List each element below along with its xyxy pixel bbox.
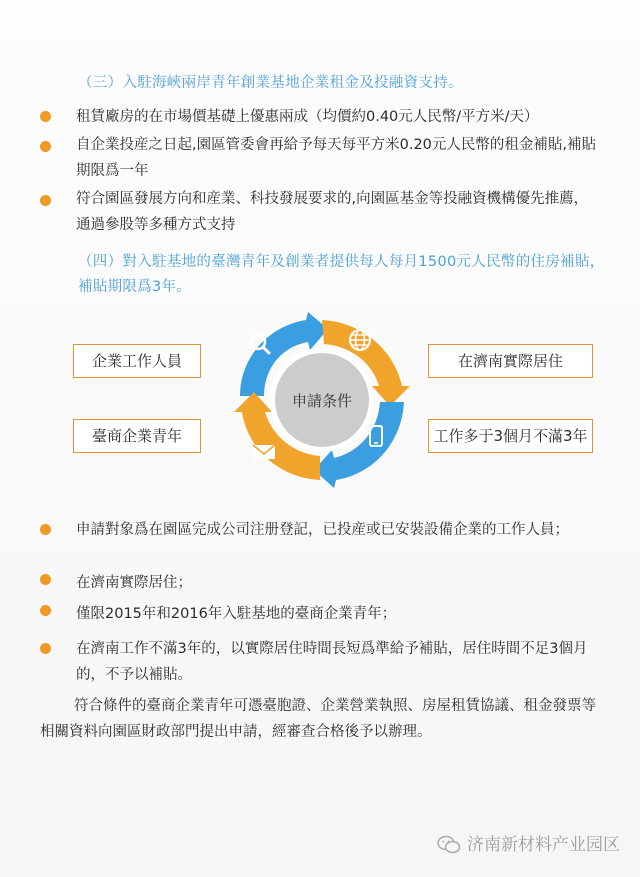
- mail-icon: [253, 445, 275, 459]
- bullet-dot: [40, 141, 51, 152]
- section-4-heading: （四）對入駐基地的臺灣青年及創業者提供每人每月1500元人民幣的住房補貼，補貼期限爲3年。: [78, 254, 605, 295]
- list-item-text: 在濟南工作不滿3年的，以實際居住時間長短爲準給予補貼，居住時間不足3個月的，不予以補貼。: [76, 641, 588, 683]
- list-item-text: 僅限2015年和2016年入駐基地的臺商企業青年；: [76, 606, 397, 622]
- list-item-text: 申請對象爲在園區完成公司注册登記，已投産或已安裝設備企業的工作人員；: [76, 522, 569, 538]
- bullet-dot: [40, 195, 51, 206]
- list-item: [40, 186, 600, 238]
- wechat-icon: [437, 835, 461, 855]
- closing-paragraph: 符合條件的臺商企業青年可憑臺胞證、企業營業執照、房屋租賃協議、租金發票等相關資料向園區財政部門提出申請，經審查合格後予以辦理。: [40, 698, 596, 740]
- condition-box-work-duration: 工作多于3個月不滿3年: [428, 419, 593, 453]
- list-item: [40, 636, 600, 688]
- bullet-dot: [40, 574, 51, 585]
- bullet-dot: [40, 111, 51, 122]
- list-item-text: 在濟南實際居住；: [76, 575, 192, 591]
- condition-box-residence: 在濟南實際居住: [428, 344, 593, 378]
- bullet-dot: [40, 524, 51, 535]
- watermark: [437, 830, 620, 855]
- list-item: [40, 601, 600, 627]
- bullet-dot: [40, 643, 51, 654]
- list-item: [40, 104, 600, 130]
- list-item: [40, 517, 600, 569]
- list-item-text: 符合園區發展方向和産業、科技發展要求的,向園區基金等投融資機構優先推薦，通過參股等多種方式支持: [76, 191, 589, 233]
- watermark-text: 济南新材料产业园区: [467, 835, 620, 855]
- list-item-text: 租賃廠房的在市場價基礎上優惠兩成（均價約0.40元人民幣/平方米/天）: [76, 109, 539, 125]
- list-item: [40, 132, 600, 184]
- condition-box-taiwan-youth: 臺商企業青年: [73, 419, 201, 453]
- bullet-dot: [40, 605, 51, 616]
- list-item-text: 自企業投産之日起,園區管委會再給予每天每平方米0.20元人民幣的租金補貼,補貼期限爲一年: [76, 137, 597, 179]
- list-item: [40, 570, 600, 596]
- condition-box-employees: 企業工作人員: [73, 344, 201, 378]
- section-3-heading: （三）入駐海峽兩岸青年創業基地企業租金及投融資支持。: [78, 75, 463, 91]
- diagram-center-label: 申請条件: [291, 392, 352, 410]
